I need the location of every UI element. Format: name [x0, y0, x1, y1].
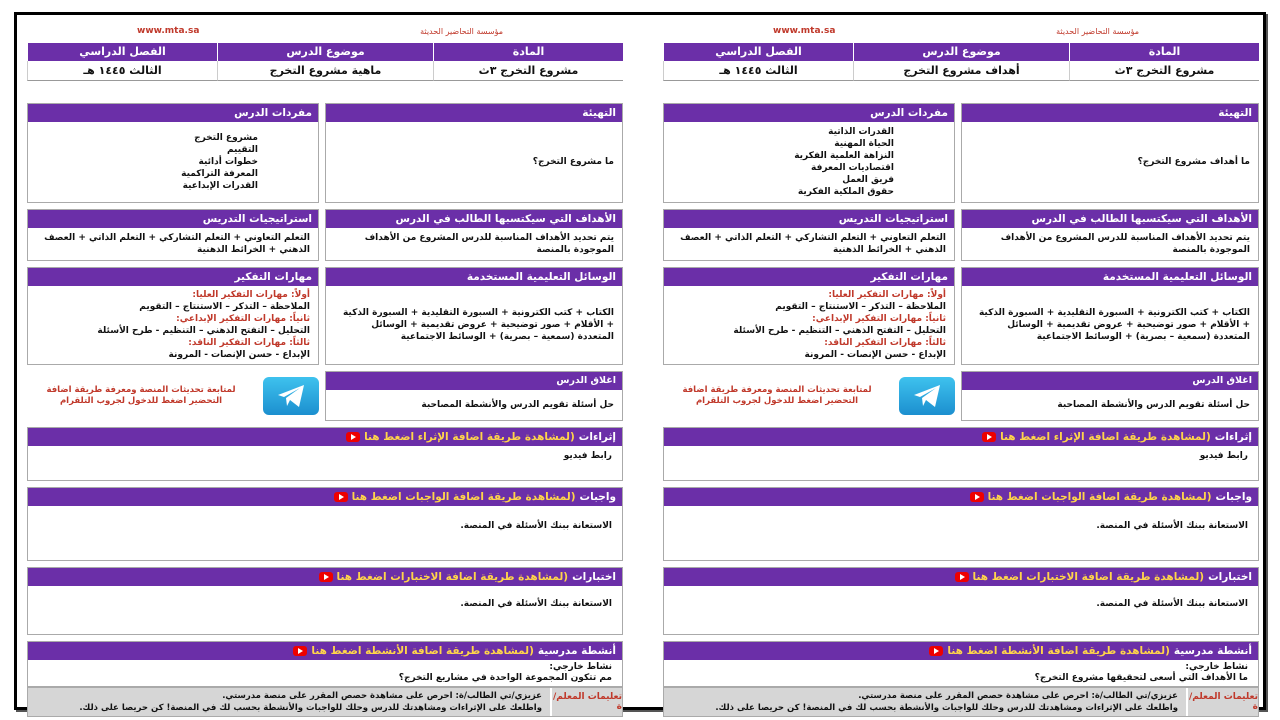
- goals-box: [325, 209, 623, 261]
- term-value: الثالث ١٤٤٥ هـ: [27, 61, 217, 81]
- homework-link[interactable]: (لمشاهدة طريقة اضافة الواجبات اضغط هنا: [987, 491, 1212, 503]
- vocab-item: المعرفة التراكمية: [181, 169, 258, 179]
- teacher-tips-label: تعليمات المعلم/ة: [552, 688, 622, 716]
- warmup-title: التهيئة: [962, 104, 1258, 122]
- vocab-item: مشروع التخرج: [194, 133, 258, 143]
- vocab-item: اقتصاديات المعرفة: [811, 163, 894, 173]
- youtube-icon[interactable]: [293, 646, 307, 656]
- lesson-plan-page-2: [27, 23, 623, 713]
- activity-body: [28, 660, 622, 688]
- topic-value: ماهية مشروع التخرج: [217, 61, 433, 81]
- goals-title: الأهداف التي سيكتسبها الطالب في الدرس: [326, 210, 622, 228]
- goals-title: الأهداف التي سيكتسبها الطالب في الدرس: [962, 210, 1258, 228]
- thinking-list: [664, 286, 954, 364]
- subject-value: مشروع التخرج ٣ث: [1069, 61, 1259, 81]
- strategies-text: التعلم التعاوني + التعلم التشاركي + التعلم الذاتي + العصف الذهني + الخرائط الذهنية: [680, 233, 946, 255]
- thinking-title: مهارات التفكير: [664, 268, 954, 286]
- homework-title: واجبات: [1215, 491, 1252, 503]
- vocab-box: [27, 103, 319, 203]
- enrich-title: إثراءات: [1214, 431, 1252, 443]
- media-text: الكتاب + كتب الكترونية + السبورة التقليدية + السبورة الذكية + الأقلام + صور توضيحية + عروض تقديمية + الوسائل المتعددة (سمعية – بصرية) + الوسائط الاجتماعية: [342, 308, 614, 342]
- goals-box: [961, 209, 1259, 261]
- row-warmup: [27, 103, 623, 203]
- thinking-title: مهارات التفكير: [28, 268, 318, 286]
- thinking-values-3: الإبداع - حسن الإنصات - المرونة: [168, 350, 310, 360]
- thinking-values-1: الملاحظة – التذكر – الاستنتاج – التقويم: [775, 302, 946, 312]
- teacher-tip-line: عزيزي/تي الطالب/ة: احرص على مشاهدة حصص المقرر على منصة مدرستي.: [222, 691, 542, 701]
- enrich-header: [664, 428, 1258, 446]
- thinking-heading-3: ثالثاً: مهارات التفكير الناقد:: [824, 338, 946, 348]
- vocab-box: [663, 103, 955, 203]
- vocab-list: [28, 122, 318, 202]
- tests-title: اختبارات: [1208, 571, 1252, 583]
- media-box: [325, 267, 623, 365]
- subject-header: المادة: [1069, 43, 1259, 61]
- tests-link[interactable]: (لمشاهدة طريقة اضافة الاختبارات اضغط هنا: [336, 571, 569, 583]
- activity-header: [28, 642, 622, 660]
- media-title: الوسائل التعليمية المستخدمة: [962, 268, 1258, 286]
- goals-text: يتم تحديد الأهداف المناسبة للدرس المشروع من الأهداف الموجودة بالمنصة: [364, 233, 614, 255]
- activity-section: [27, 641, 623, 687]
- homework-text: الاستعانة ببنك الأسئلة في المنصة.: [460, 521, 612, 531]
- activity-body: [664, 660, 1258, 688]
- thinking-values-2: التحليل – التفتح الذهني – التنظيم - طرح الأسئلة: [97, 326, 310, 336]
- row-goals: [27, 209, 623, 261]
- homework-link[interactable]: (لمشاهدة طريقة اضافة الواجبات اضغط هنا: [351, 491, 576, 503]
- enrich-section: [27, 427, 623, 481]
- warmup-title: التهيئة: [326, 104, 622, 122]
- activity-title: أنشطة مدرسية: [1173, 645, 1252, 657]
- warmup-question: ما أهداف مشروع التخرج؟: [1137, 157, 1250, 167]
- org-name: مؤسسة التحاضير الحديثة: [1056, 27, 1139, 36]
- thinking-values-3: الإبداع - حسن الإنصات - المرونة: [804, 350, 946, 360]
- tests-link[interactable]: (لمشاهدة طريقة اضافة الاختبارات اضغط هنا: [972, 571, 1205, 583]
- thinking-heading-1: أولاً: مهارات التفكير العليا:: [828, 290, 946, 300]
- youtube-icon[interactable]: [346, 432, 360, 442]
- activity-sub: نشاط خارجي:: [1185, 662, 1248, 672]
- activity-question: ما الأهداف التي أسعى لتحقيقها مشروع التخرج؟: [1034, 673, 1248, 683]
- page-topline: [663, 23, 1259, 43]
- telegram-promo[interactable]: [665, 371, 955, 421]
- youtube-icon[interactable]: [334, 492, 348, 502]
- vocab-list: [664, 122, 954, 202]
- media-box: [961, 267, 1259, 365]
- topic-header: موضوع الدرس: [217, 43, 433, 61]
- vocab-item: خطوات أدائية: [198, 157, 258, 167]
- youtube-icon[interactable]: [955, 572, 969, 582]
- strategies-text: التعلم التعاوني + التعلم التشاركي + التعلم الذاتي + العصف الذهني + الخرائط الذهنية: [44, 233, 310, 255]
- homework-header: [28, 488, 622, 506]
- enrich-section: [663, 427, 1259, 481]
- telegram-promo-text[interactable]: لمتابعة تحديثات المنصة ومعرفة طريقة اضافة التحضير اضغط للدخول لجروب التلقرام: [682, 385, 872, 406]
- strategies-box: [663, 209, 955, 261]
- vocab-title: مفردات الدرس: [664, 104, 954, 122]
- enrich-link[interactable]: (لمشاهدة طريقة اضافة الإثراء اضغط هنا: [1000, 431, 1211, 443]
- thinking-values-1: الملاحظة – التذكر – الاستنتاج – التقويم: [139, 302, 310, 312]
- homework-title: واجبات: [579, 491, 616, 503]
- media-title: الوسائل التعليمية المستخدمة: [326, 268, 622, 286]
- tests-section: [27, 567, 623, 635]
- teacher-tips: [663, 687, 1259, 717]
- vocab-item: القدرات الإبداعية: [182, 181, 258, 191]
- telegram-icon[interactable]: [263, 377, 319, 415]
- thinking-box: [27, 267, 319, 365]
- thinking-heading-2: ثانياً: مهارات التفكير الإبداعي:: [176, 314, 310, 324]
- youtube-icon[interactable]: [970, 492, 984, 502]
- activity-question: مم تتكون المجموعة الواحدة في مشاريع التخرج؟: [398, 673, 612, 683]
- activity-sub: نشاط خارجي:: [549, 662, 612, 672]
- activity-title: أنشطة مدرسية: [537, 645, 616, 657]
- thinking-box: [663, 267, 955, 365]
- youtube-icon[interactable]: [929, 646, 943, 656]
- org-name: مؤسسة التحاضير الحديثة: [420, 27, 503, 36]
- tests-text: الاستعانة ببنك الأسئلة في المنصة.: [1096, 599, 1248, 609]
- teacher-tip-line: عزيزي/تي الطالب/ة: احرص على مشاهدة حصص المقرر على منصة مدرستي.: [858, 691, 1178, 701]
- term-header: الفصل الدراسي: [663, 43, 853, 61]
- thinking-values-2: التحليل – التفتح الذهني – التنظيم - طرح الأسئلة: [733, 326, 946, 336]
- thinking-heading-1: أولاً: مهارات التفكير العليا:: [192, 290, 310, 300]
- enrich-header: [28, 428, 622, 446]
- telegram-promo[interactable]: [29, 371, 319, 421]
- enrich-text[interactable]: رابط فيديو: [1199, 451, 1248, 461]
- teacher-tips: [27, 687, 623, 717]
- vocab-item: القدرات الذاتية: [828, 127, 894, 137]
- thinking-heading-2: ثانياً: مهارات التفكير الإبداعي:: [812, 314, 946, 324]
- youtube-icon[interactable]: [982, 432, 996, 442]
- teacher-tip-line: واطلعك على الإثراءات ومشاهدتك للدرس وحلك للواجبات والأنشطة بحسب لك في المنصة! كن حريصا على ذلك.: [715, 703, 1178, 713]
- tests-header: [664, 568, 1258, 586]
- row-media: [27, 267, 623, 365]
- closing-title: اغلاق الدرس: [962, 372, 1258, 390]
- teacher-tip-line: واطلعك على الإثراءات ومشاهدتك للدرس وحلك للواجبات والأنشطة بحسب لك في المنصة! كن حريصا على ذلك.: [79, 703, 542, 713]
- activity-section: [663, 641, 1259, 687]
- closing-box: [325, 371, 623, 421]
- strategies-title: استراتيجيات التدريس: [664, 210, 954, 228]
- closing-text: حل أسئلة تقويم الدرس والأنشطة المصاحبة: [1057, 400, 1250, 410]
- enrich-link[interactable]: (لمشاهدة طريقة اضافة الإثراء اضغط هنا: [364, 431, 575, 443]
- activity-link[interactable]: (لمشاهدة طريقة اضافة الأنشطة اضغط هنا: [311, 645, 534, 657]
- vocab-item: فريق العمل: [842, 175, 894, 185]
- closing-title: اغلاق الدرس: [326, 372, 622, 390]
- strategies-title: استراتيجيات التدريس: [28, 210, 318, 228]
- subject-header: المادة: [433, 43, 623, 61]
- lesson-plan-page-1: [663, 23, 1259, 713]
- row-media: [663, 267, 1259, 365]
- telegram-promo-text[interactable]: لمتابعة تحديثات المنصة ومعرفة طريقة اضافة التحضير اضغط للدخول لجروب التلقرام: [46, 385, 236, 406]
- thinking-list: [28, 286, 318, 364]
- thinking-heading-3: ثالثاً: مهارات التفكير الناقد:: [188, 338, 310, 348]
- activity-link[interactable]: (لمشاهدة طريقة اضافة الأنشطة اضغط هنا: [947, 645, 1170, 657]
- closing-box: [961, 371, 1259, 421]
- teacher-tips-text: [664, 688, 1188, 716]
- subject-value: مشروع التخرج ٣ث: [433, 61, 623, 81]
- warmup-question: ما مشروع التخرج؟: [532, 157, 614, 167]
- closing-text: حل أسئلة تقويم الدرس والأنشطة المصاحبة: [421, 400, 614, 410]
- row-closing: [27, 371, 623, 421]
- vocab-item: الحياة المهنية: [834, 139, 894, 149]
- vocab-item: حقوق الملكية الفكرية: [797, 187, 894, 197]
- site-url[interactable]: www.mta.sa: [137, 26, 200, 36]
- goals-text: يتم تحديد الأهداف المناسبة للدرس المشروع من الأهداف الموجودة بالمنصة: [1000, 233, 1250, 255]
- topic-header: موضوع الدرس: [853, 43, 1069, 61]
- site-url[interactable]: www.mta.sa: [773, 26, 836, 36]
- tests-section: [663, 567, 1259, 635]
- enrich-text[interactable]: رابط فيديو: [563, 451, 612, 461]
- activity-header: [664, 642, 1258, 660]
- youtube-icon[interactable]: [319, 572, 333, 582]
- tests-header: [28, 568, 622, 586]
- row-goals: [663, 209, 1259, 261]
- homework-header: [664, 488, 1258, 506]
- tests-text: الاستعانة ببنك الأسئلة في المنصة.: [460, 599, 612, 609]
- page-topline: [27, 23, 623, 43]
- lesson-header: [663, 43, 1259, 81]
- vocab-title: مفردات الدرس: [28, 104, 318, 122]
- term-header: الفصل الدراسي: [27, 43, 217, 61]
- topic-value: أهداف مشروع التخرج: [853, 61, 1069, 81]
- teacher-tips-text: [28, 688, 552, 716]
- vocab-item: التقييم: [226, 145, 258, 155]
- lesson-header: [27, 43, 623, 81]
- teacher-tips-label: تعليمات المعلم/ة: [1188, 688, 1258, 716]
- term-value: الثالث ١٤٤٥ هـ: [663, 61, 853, 81]
- vocab-item: النزاهة العلمية الفكرية: [794, 151, 894, 161]
- warmup-box: [961, 103, 1259, 203]
- strategies-box: [27, 209, 319, 261]
- row-warmup: [663, 103, 1259, 203]
- media-text: الكتاب + كتب الكترونية + السبورة التقليدية + السبورة الذكية + الأقلام + صور توضيحية + عروض تقديمية + الوسائل المتعددة (سمعية – بصرية) + الوسائط الاجتماعية: [978, 308, 1250, 342]
- telegram-icon[interactable]: [899, 377, 955, 415]
- homework-section: [663, 487, 1259, 561]
- row-closing: [663, 371, 1259, 421]
- tests-title: اختبارات: [572, 571, 616, 583]
- warmup-box: [325, 103, 623, 203]
- enrich-title: إثراءات: [578, 431, 616, 443]
- homework-text: الاستعانة ببنك الأسئلة في المنصة.: [1096, 521, 1248, 531]
- homework-section: [27, 487, 623, 561]
- document-frame: [14, 12, 1266, 713]
